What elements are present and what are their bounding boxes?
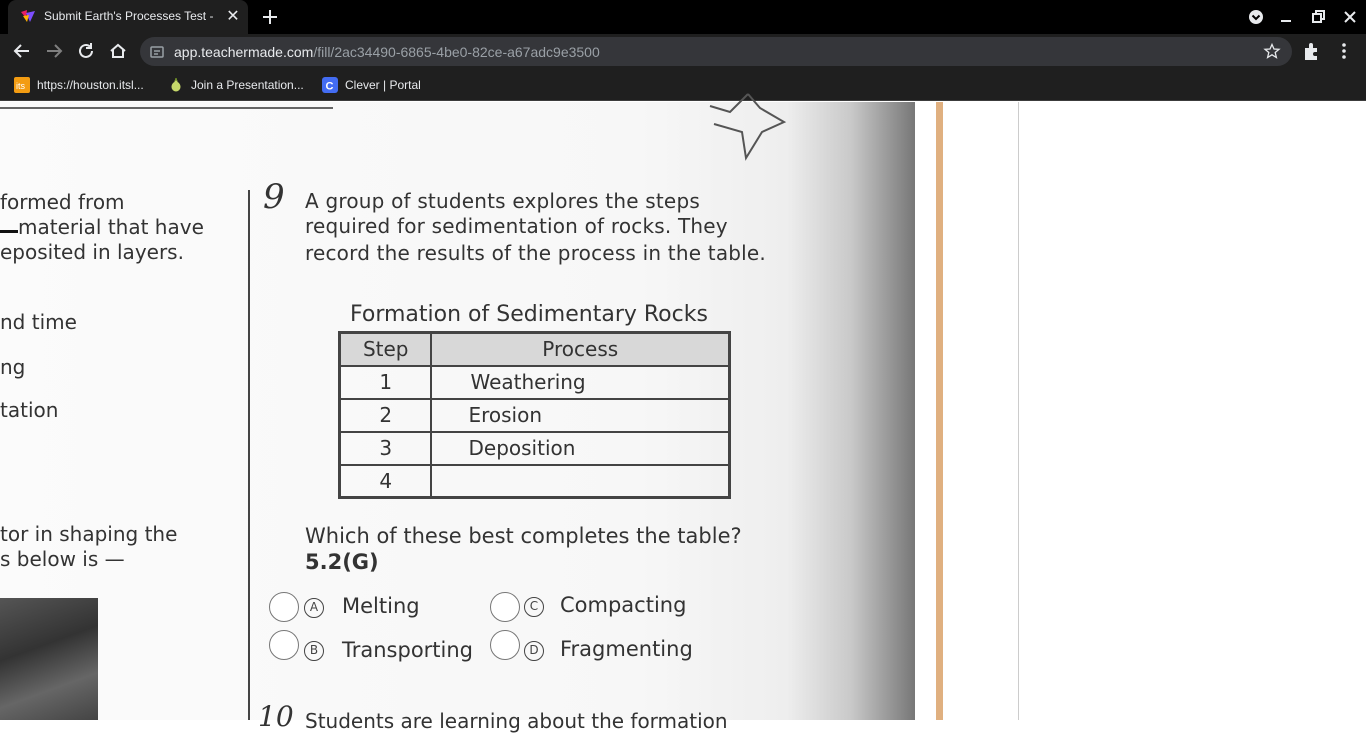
option-letter-badge: B <box>304 641 324 661</box>
next-question-number: 10 <box>258 700 294 733</box>
bookmark-label: Join a Presentation... <box>191 78 304 92</box>
left-column-text: material that have <box>18 215 204 239</box>
question-text-line: required for sedimentation of rocks. They <box>305 214 728 238</box>
left-column-text: tor in shaping the <box>0 522 178 546</box>
option-label: Transporting <box>342 638 474 662</box>
left-column-text: tation <box>0 398 59 422</box>
process-cell: Weathering <box>431 366 729 399</box>
left-column-text: ng <box>0 355 26 379</box>
menu-kebab-icon[interactable] <box>1333 40 1355 62</box>
bookmark-pear-deck[interactable] <box>168 76 304 94</box>
question-text-line: A group of students explores the steps <box>305 189 700 213</box>
address-bar[interactable] <box>140 37 1292 66</box>
left-column-text: nd time <box>0 310 77 334</box>
top-rule <box>0 107 333 109</box>
option-letter-badge: C <box>524 597 544 617</box>
step-cell: 4 <box>340 465 432 498</box>
pear-deck-icon <box>168 77 184 93</box>
forward-icon[interactable] <box>43 40 65 62</box>
standard-code: 5.2(G) <box>305 550 379 574</box>
tab-title: Submit Earth's Processes Test - <box>44 9 214 23</box>
new-tab-icon[interactable] <box>258 5 282 29</box>
option-letter-badge: D <box>524 641 544 661</box>
bookmark-label: Clever | Portal <box>345 78 421 92</box>
table-header: Process <box>431 333 729 366</box>
url-text[interactable] <box>174 44 600 60</box>
teachermade-favicon-icon <box>21 10 35 22</box>
question-number: 9 <box>263 177 285 217</box>
bookmarks-bar <box>0 68 1366 101</box>
left-column-text: s below is — <box>0 547 125 571</box>
process-cell: Erosion <box>431 399 729 432</box>
table-row <box>340 465 730 498</box>
page-border-line <box>1018 102 1019 720</box>
browser-toolbar <box>0 34 1366 68</box>
rock-photo <box>0 598 98 720</box>
tab-strip <box>0 0 1366 34</box>
question-prompt: Which of these best completes the table? <box>305 524 742 548</box>
table-header-row <box>340 333 730 366</box>
clever-icon <box>322 77 338 93</box>
bookmark-label: https://houston.itsl... <box>37 78 144 92</box>
table-row <box>340 366 730 399</box>
radio-option-c[interactable] <box>490 592 520 622</box>
table-row <box>340 432 730 465</box>
step-cell: 2 <box>340 399 432 432</box>
restore-icon[interactable] <box>1308 7 1328 27</box>
sedimentary-rocks-table <box>338 331 731 499</box>
step-cell: 1 <box>340 366 432 399</box>
radio-option-d[interactable] <box>490 630 520 660</box>
svg-text:C: C <box>325 80 334 93</box>
table-header: Step <box>340 333 432 366</box>
left-column-text: formed from <box>0 190 125 214</box>
close-window-icon[interactable] <box>1340 7 1360 27</box>
table-title: Formation of Sedimentary Rocks <box>350 302 708 327</box>
bookmark-itslearning[interactable] <box>14 76 144 94</box>
reload-icon[interactable] <box>75 40 97 62</box>
column-divider <box>248 190 250 720</box>
table-row <box>340 399 730 432</box>
radio-option-a[interactable] <box>269 592 299 622</box>
bookmark-star-icon[interactable] <box>1264 43 1280 59</box>
tab-close-icon[interactable]: ✕ <box>226 8 240 25</box>
option-label: Melting <box>342 594 420 618</box>
url-path: /fill/2ac34490-6865-4be0-82ce-a67adc9e3500 <box>313 44 600 60</box>
minimize-icon[interactable] <box>1276 7 1296 27</box>
worksheet-page <box>0 102 1366 733</box>
book-spine-edge <box>936 102 943 720</box>
star-decoration-icon <box>700 102 790 162</box>
active-tab[interactable] <box>8 0 248 34</box>
option-letter-badge: A <box>304 598 324 618</box>
back-icon[interactable] <box>11 40 33 62</box>
home-icon[interactable] <box>107 40 129 62</box>
next-question-text: Students are learning about the formation <box>305 709 728 733</box>
option-label: Fragmenting <box>560 637 693 661</box>
tab-search-icon[interactable] <box>1246 7 1266 27</box>
svg-text:its: its <box>16 81 25 91</box>
option-label: Compacting <box>560 593 687 617</box>
left-column-text: eposited in layers. <box>0 240 184 264</box>
question-text-line: record the results of the process in the table. <box>305 241 766 265</box>
url-host: app.teachermade.com <box>174 44 314 60</box>
underline-mark <box>0 230 18 233</box>
step-cell: 3 <box>340 432 432 465</box>
radio-option-b[interactable] <box>269 630 299 660</box>
process-cell: Deposition <box>431 432 729 465</box>
site-info-icon[interactable] <box>150 45 164 59</box>
bookmark-clever[interactable] <box>322 76 421 94</box>
extensions-icon[interactable] <box>1301 40 1323 62</box>
itslearning-icon <box>14 77 30 93</box>
process-cell <box>431 465 729 498</box>
